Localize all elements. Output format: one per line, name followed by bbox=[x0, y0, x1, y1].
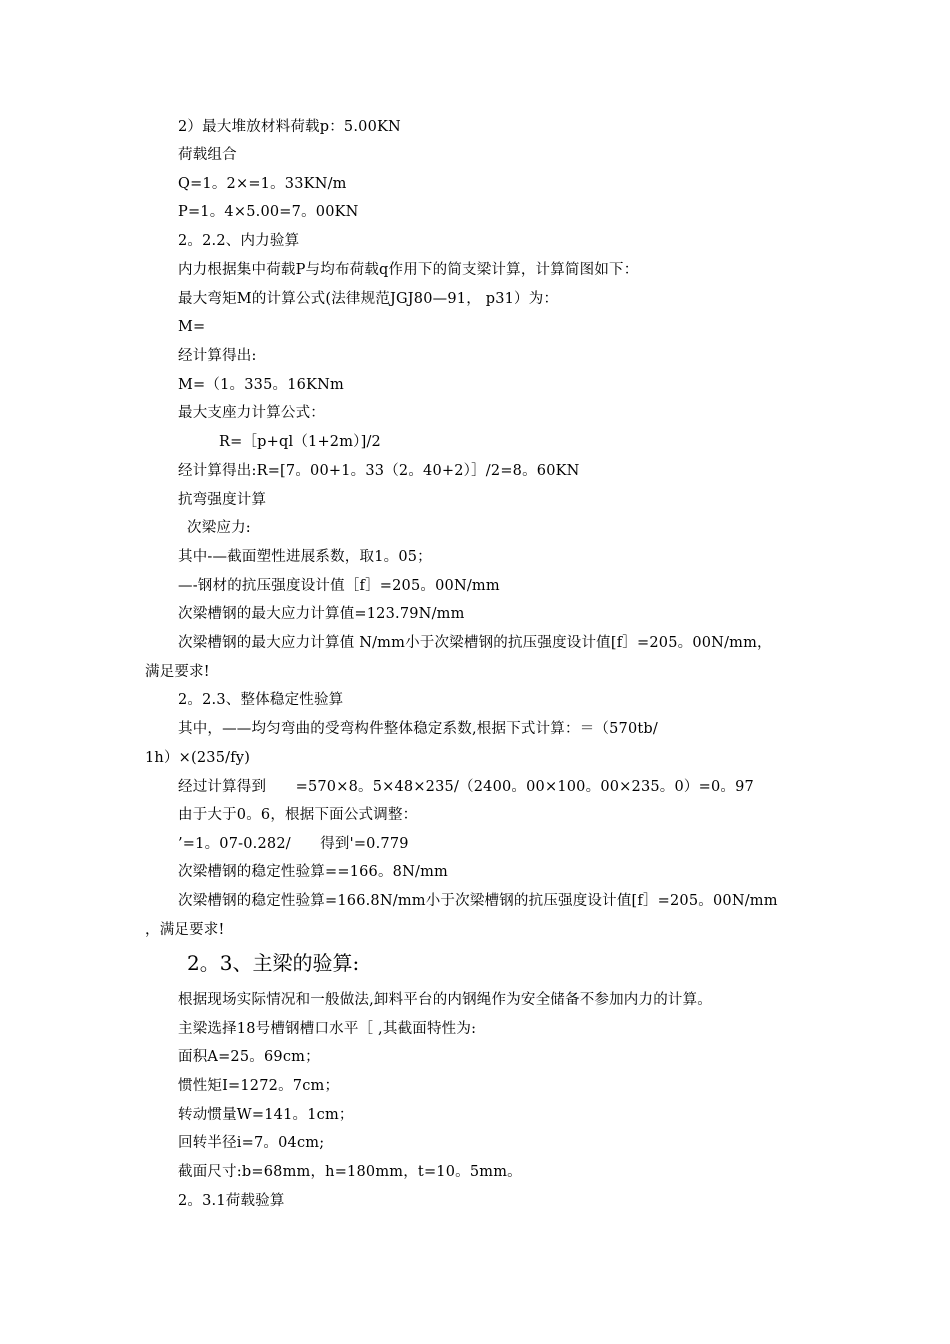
text-line: 惯性矩I=1272。7cm； bbox=[178, 1078, 340, 1094]
text-line: 抗弯强度计算 bbox=[178, 492, 267, 508]
text-line: 最大弯矩M的计算公式(法律规范JGJ80—91， p31）为： bbox=[178, 291, 559, 307]
text-line: 内力根据集中荷载P与均布荷载q作用下的简支梁计算，计算简图如下： bbox=[178, 262, 639, 278]
text-line: M= bbox=[178, 319, 206, 335]
text-line: 次梁槽钢的稳定性验算==166。8N/mm bbox=[178, 864, 448, 880]
text-line: 次梁槽钢的稳定性验算=166.8N/mm小于次梁槽钢的抗压强度设计值[f］=205。00N/mm bbox=[178, 893, 778, 909]
text-line: 经计算得出: bbox=[178, 348, 257, 364]
text-line: 其中，——均匀弯曲的受弯构件整体稳定系数,根据下式计算：＝（570tb/ bbox=[178, 721, 658, 737]
text-line: ’=1。07-0.282/ 得到'=0.779 bbox=[178, 836, 409, 852]
text-line: 经计算得出:R=[7。00+1。33（2。40+2）］/2=8。60KN bbox=[178, 463, 580, 479]
text-line: 2。2.2、内力验算 bbox=[178, 233, 300, 249]
text-line: 荷载组合 bbox=[178, 147, 237, 163]
text-line: 面积A=25。69cm； bbox=[178, 1049, 320, 1065]
text-line: 主梁选择18号槽钢槽口水平［ ,其截面特性为: bbox=[178, 1021, 477, 1037]
text-line: Q=1。2×=1。33KN/m bbox=[178, 176, 347, 192]
text-line: P=1。4×5.00=7。00KN bbox=[178, 204, 359, 220]
text-line: 经过计算得到 =570×8。5×48×235/（2400。00×100。00×235。0）=0。97 bbox=[178, 779, 754, 795]
text-line: 最大支座力计算公式： bbox=[178, 405, 325, 421]
text-line: 次梁槽钢的最大应力计算值 N/mm小于次梁槽钢的抗压强度设计值[f］=205。00N/mm， bbox=[178, 635, 772, 651]
text-line: 2。3.1荷载验算 bbox=[178, 1193, 285, 1209]
text-line: ，满足要求! bbox=[145, 922, 225, 938]
text-line: 次梁应力: bbox=[187, 520, 251, 536]
text-line: 满足要求! bbox=[145, 664, 210, 680]
text-line: 截面尺寸:b=68mm，h=180mm，t=10。5mm。 bbox=[178, 1164, 522, 1180]
text-line: 回转半径i=7。04cm; bbox=[178, 1135, 325, 1151]
text-line: 其中-—截面塑性进展系数，取1。05； bbox=[178, 549, 432, 565]
text-line: 转动惯量W=141。1cm； bbox=[178, 1107, 354, 1123]
text-line: 2。2.3、整体稳定性验算 bbox=[178, 692, 344, 708]
text-line: 根据现场实际情况和一般做法,卸料平台的内钢绳作为安全储备不参加内力的计算。 bbox=[178, 992, 713, 1008]
section-heading: 2。3、主梁的验算: bbox=[187, 951, 360, 975]
text-line: 次梁槽钢的最大应力计算值=123.79N/mm bbox=[178, 606, 465, 622]
text-line: 2）最大堆放材料荷载p：5.00KN bbox=[178, 119, 401, 135]
formula-line: R=［p+ql（1+2m）]/2 bbox=[219, 434, 381, 450]
text-line: 1h）×(235/fy) bbox=[145, 750, 251, 766]
text-line: —-钢材的抗压强度设计值［f］=205。00N/mm bbox=[178, 578, 500, 594]
text-line: M=（1。335。16KNm bbox=[178, 377, 344, 393]
text-line: 由于大于0。6，根据下面公式调整： bbox=[178, 807, 418, 823]
